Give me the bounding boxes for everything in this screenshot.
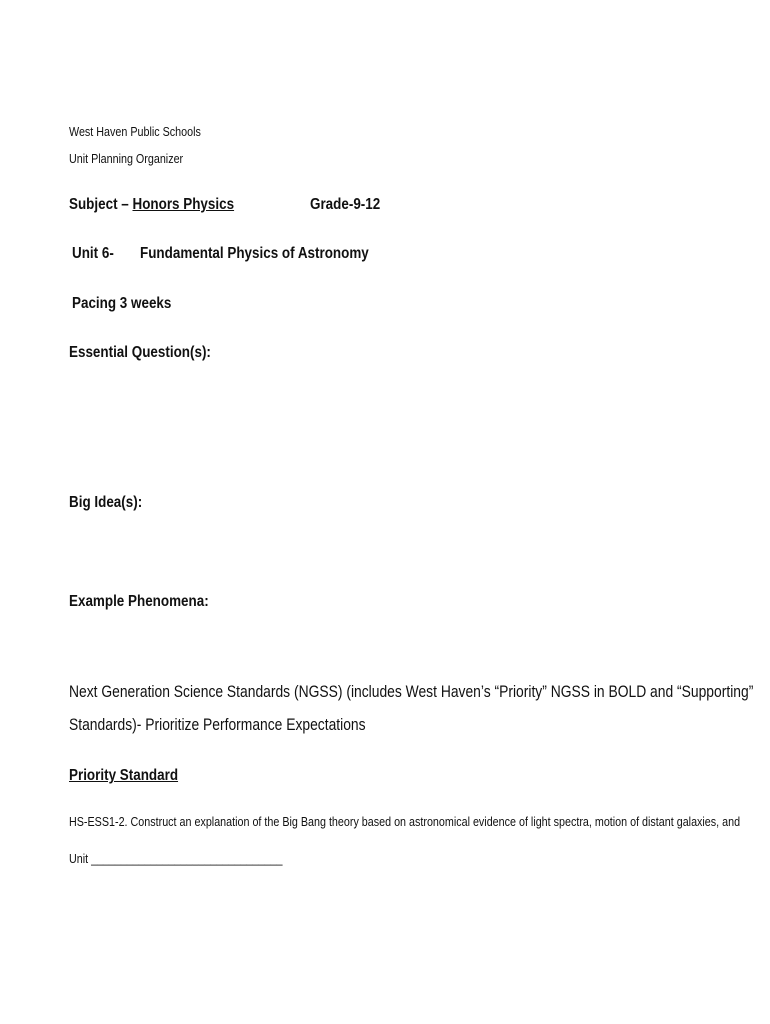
subject-line xyxy=(69,196,234,214)
subject-prefix: Subject – xyxy=(69,196,133,213)
essential-questions-heading: Essential Question(s): xyxy=(69,344,211,361)
unit-blank-field: ________________________________ xyxy=(91,852,283,866)
document-type: Unit Planning Organizer xyxy=(69,152,184,166)
example-phenomena-heading: Example Phenomena: xyxy=(69,593,209,610)
unit-blank-label: Unit xyxy=(69,852,92,866)
grade-label: Grade-9-12 xyxy=(310,196,381,213)
unit-blank-line xyxy=(69,852,282,866)
priority-standard-heading: Priority Standard xyxy=(69,767,179,784)
unit-label: Unit 6- xyxy=(72,245,114,262)
district-name: West Haven Public Schools xyxy=(69,125,201,139)
big-ideas-heading: Big Idea(s): xyxy=(69,494,143,511)
ngss-line-1: Next Generation Science Standards (NGSS) (includes West Haven’s “Priority” NGSS in BOLD and “Supporting” xyxy=(69,683,754,701)
unit-title: Fundamental Physics of Astronomy xyxy=(140,245,369,262)
subject-value: Honors Physics xyxy=(132,196,235,213)
ngss-line-2: Standards)- Prioritize Performance Expectations xyxy=(69,716,366,734)
priority-standard-text: HS-ESS1-2. Construct an explanation of the Big Bang theory based on astronomical evidence of light spectra, motion of distant galaxies, and xyxy=(69,815,741,829)
pacing: Pacing 3 weeks xyxy=(72,295,172,312)
